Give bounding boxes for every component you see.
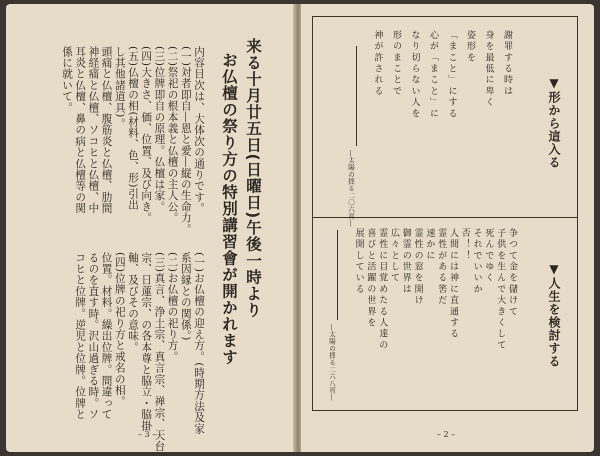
section1-source: ―太陽の揺る二〇六頁― bbox=[347, 150, 355, 227]
poem-line: 心が「まこと」に bbox=[428, 30, 438, 120]
poem-line: 身を最低に卑く bbox=[483, 30, 494, 109]
poem-line: 神が許される bbox=[372, 30, 383, 98]
right-page bbox=[301, 4, 594, 452]
content-column: (三)位牌即自の原理。仏檀は家。 bbox=[153, 46, 166, 213]
content-column: (二)お仏檀の祀り方。 bbox=[166, 252, 179, 363]
content-column: 宗、日蓮宗、の各本尊と脇立・脇掛 bbox=[140, 252, 153, 432]
poem-line: 展開している bbox=[353, 228, 364, 296]
poem-line: 争つて金を儲けて bbox=[507, 228, 517, 318]
content-column: (一)お仏檀の迎え方。(時期方法及家 bbox=[193, 252, 205, 435]
poem-line: 否！！ bbox=[459, 228, 470, 262]
poem-line: 姿形を bbox=[465, 30, 475, 64]
poem-line: 子供を生んで大きくして bbox=[495, 228, 506, 352]
content-column: 軸、及びその意味。 bbox=[127, 252, 139, 353]
title-line-1: 来る十月廿五日(日曜日)午後一時より bbox=[244, 38, 262, 319]
section2-source: ―太陽の揺る二六八頁― bbox=[328, 324, 336, 401]
poem-line: 霊性の窓を開け bbox=[412, 228, 423, 307]
poem-line: 形のまことで bbox=[391, 30, 401, 98]
content-column: (四)位牌の祀り方と戒名の相。 bbox=[113, 252, 126, 408]
content-column: 位置。材料。繰出位牌。間違って bbox=[100, 252, 113, 420]
page-number-right: – 2 – bbox=[437, 430, 456, 439]
poem-line: それでいいか bbox=[471, 228, 482, 296]
content-column: (五)仏檀の相(材料、色、形)引出 bbox=[127, 46, 139, 211]
left-page bbox=[6, 4, 295, 452]
content-column: るのを直す時。沢山過ぎる時。ソ bbox=[87, 252, 100, 420]
content-column: (三)真言、浄土宗、真言宗、禅宗、天台 bbox=[153, 252, 166, 452]
poem-line: 死んでゆく bbox=[483, 228, 494, 284]
content-column: 係に就いて。 bbox=[61, 46, 73, 114]
poem-line: なり切らない人を bbox=[409, 30, 420, 120]
content-column: コヒと位牌。逆児と位牌。位牌と bbox=[74, 252, 87, 420]
source1-rule bbox=[356, 46, 357, 146]
content-column: 神経痛と仏檀、ソコヒと仏檀、中 bbox=[87, 46, 100, 214]
content-column: (二)祭祀の根本義と仏檀の主人公。 bbox=[166, 46, 179, 224]
content-column: 内容目次は、大体次の通りです。 bbox=[193, 46, 205, 214]
poem-line: 御霊の世界は bbox=[400, 228, 411, 296]
poem-line: 謝罪する時は bbox=[502, 30, 512, 98]
page-number-left: – 3 – bbox=[138, 430, 157, 439]
section2-heading: ▼人生を検討する bbox=[547, 262, 561, 368]
poem-line: 喜びと活躍の世界を bbox=[365, 228, 376, 329]
poem-line: 霊性がある筈だ bbox=[436, 228, 447, 307]
section1-heading: ▼形から這入る bbox=[547, 76, 561, 169]
content-column: (一)対者即自―恩と愛―縦の生命力。 bbox=[179, 46, 192, 235]
poem-line: 人間には神に直通する bbox=[448, 228, 458, 340]
source2-rule bbox=[337, 230, 338, 320]
poem-line: 速かに bbox=[424, 228, 435, 262]
poem-line: 広々として bbox=[389, 228, 399, 284]
title-line-2: お仏檀の祭り方の特別講習會が開かれます bbox=[220, 52, 238, 366]
poem-line: 「まこと」にする bbox=[446, 30, 457, 120]
content-column: 系因縁との関係。) bbox=[179, 252, 192, 342]
content-column: (四)大きさ、価、位置、及び向き。 bbox=[140, 46, 153, 224]
poem-line: 霊性に目覚めたる人達の bbox=[377, 228, 388, 352]
content-column: 耳炎と仏檀、鼻の病と仏檀等の関 bbox=[74, 46, 87, 214]
content-column: 頭痛と仏檀、腹筋炎と仏檀、肋間 bbox=[100, 46, 113, 214]
content-column: し其他諸道具)。 bbox=[113, 46, 126, 130]
